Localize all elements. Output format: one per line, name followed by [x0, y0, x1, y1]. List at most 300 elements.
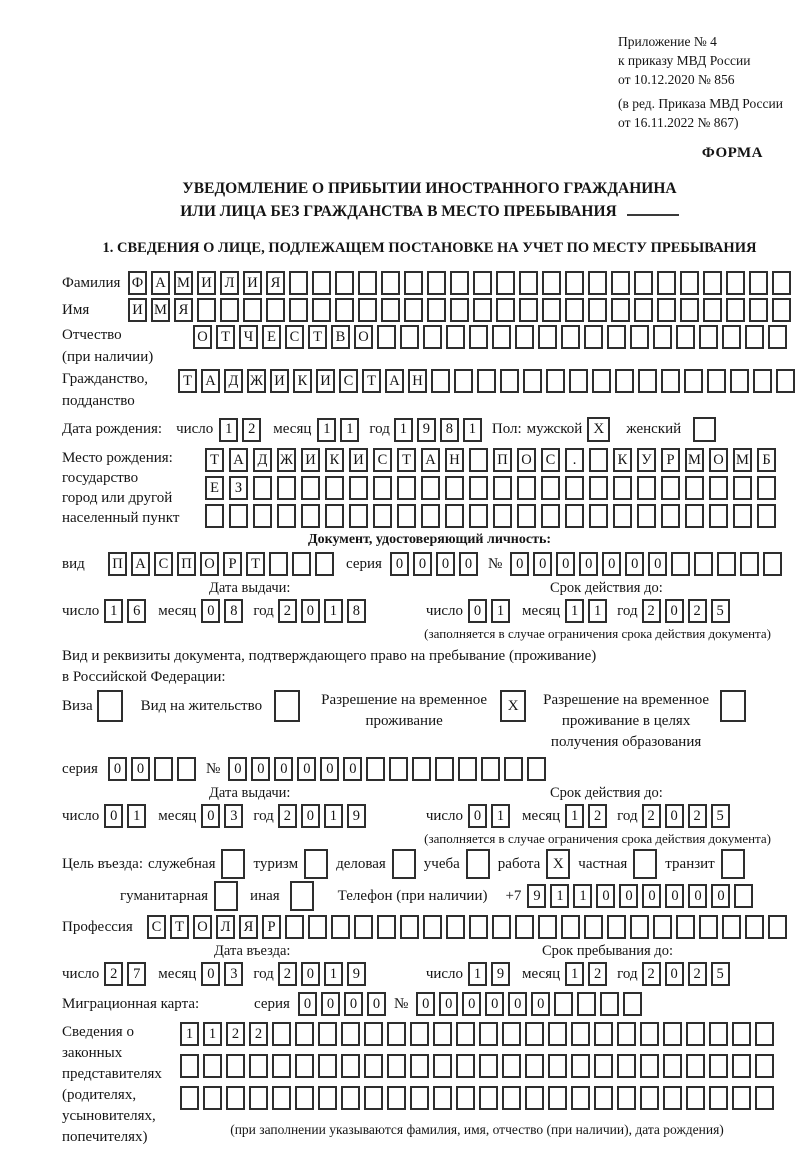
temp-permit-checkbox[interactable]: X — [500, 690, 526, 722]
form-cell[interactable]: 1 — [394, 418, 413, 442]
form-cell[interactable] — [722, 915, 741, 939]
form-cell[interactable] — [634, 271, 653, 295]
form-cell[interactable]: 1 — [340, 418, 359, 442]
form-cell[interactable] — [671, 552, 690, 576]
form-cell[interactable] — [584, 325, 603, 349]
form-cell[interactable]: 0 — [579, 552, 598, 576]
form-cell[interactable] — [421, 476, 440, 500]
form-cell[interactable] — [699, 325, 718, 349]
form-cell[interactable] — [589, 504, 608, 528]
form-cell[interactable] — [676, 325, 695, 349]
form-cell[interactable] — [285, 915, 304, 939]
form-cell[interactable] — [542, 298, 561, 322]
edu-permit-checkbox[interactable] — [720, 690, 746, 722]
form-cell[interactable] — [640, 1086, 659, 1110]
form-cell[interactable] — [584, 915, 603, 939]
form-cell[interactable] — [373, 504, 392, 528]
form-cell[interactable] — [289, 298, 308, 322]
residence-permit-checkbox[interactable] — [274, 690, 300, 722]
form-cell[interactable]: 0 — [320, 757, 339, 781]
form-cell[interactable] — [663, 1086, 682, 1110]
form-cell[interactable]: 1 — [565, 599, 584, 623]
form-cell[interactable] — [613, 504, 632, 528]
form-cell[interactable]: 0 — [485, 992, 504, 1016]
form-cell[interactable] — [496, 271, 515, 295]
form-cell[interactable]: О — [193, 325, 212, 349]
form-cell[interactable] — [640, 1054, 659, 1078]
form-cell[interactable] — [180, 1054, 199, 1078]
form-cell[interactable]: О — [193, 915, 212, 939]
form-cell[interactable]: Р — [262, 915, 281, 939]
form-cell[interactable] — [749, 271, 768, 295]
form-cell[interactable] — [308, 915, 327, 939]
form-cell[interactable] — [577, 992, 596, 1016]
form-cell[interactable]: . — [565, 448, 584, 472]
form-cell[interactable] — [515, 325, 534, 349]
form-cell[interactable] — [571, 1054, 590, 1078]
form-cell[interactable] — [277, 504, 296, 528]
form-cell[interactable]: И — [197, 271, 216, 295]
form-cell[interactable] — [203, 1054, 222, 1078]
form-cell[interactable] — [694, 552, 713, 576]
form-cell[interactable] — [753, 369, 772, 393]
form-cell[interactable] — [661, 504, 680, 528]
form-cell[interactable] — [686, 1054, 705, 1078]
form-cell[interactable] — [427, 271, 446, 295]
form-cell[interactable] — [703, 271, 722, 295]
form-cell[interactable]: 1 — [324, 804, 343, 828]
form-cell[interactable] — [653, 915, 672, 939]
form-cell[interactable]: 0 — [688, 884, 707, 908]
form-cell[interactable] — [640, 1022, 659, 1046]
form-cell[interactable] — [548, 1054, 567, 1078]
form-cell[interactable] — [519, 271, 538, 295]
form-cell[interactable] — [663, 1022, 682, 1046]
form-cell[interactable] — [253, 476, 272, 500]
form-cell[interactable] — [630, 325, 649, 349]
form-cell[interactable] — [732, 1086, 751, 1110]
form-cell[interactable] — [295, 1054, 314, 1078]
other-checkbox[interactable] — [290, 881, 314, 911]
form-cell[interactable] — [709, 1086, 728, 1110]
form-cell[interactable] — [541, 504, 560, 528]
form-cell[interactable]: Ж — [247, 369, 266, 393]
form-cell[interactable]: 0 — [665, 804, 684, 828]
form-cell[interactable] — [269, 552, 288, 576]
form-cell[interactable] — [292, 552, 311, 576]
form-cell[interactable]: И — [349, 448, 368, 472]
form-cell[interactable] — [410, 1054, 429, 1078]
visa-checkbox[interactable] — [97, 690, 123, 722]
form-cell[interactable] — [450, 298, 469, 322]
form-cell[interactable]: А — [385, 369, 404, 393]
form-cell[interactable] — [685, 476, 704, 500]
form-cell[interactable] — [197, 298, 216, 322]
form-cell[interactable] — [772, 298, 791, 322]
form-cell[interactable]: 0 — [201, 599, 220, 623]
form-cell[interactable]: Н — [408, 369, 427, 393]
form-cell[interactable]: 1 — [491, 599, 510, 623]
form-cell[interactable] — [776, 369, 795, 393]
form-cell[interactable] — [493, 476, 512, 500]
form-cell[interactable] — [515, 915, 534, 939]
form-cell[interactable]: 2 — [688, 599, 707, 623]
form-cell[interactable]: И — [270, 369, 289, 393]
form-cell[interactable] — [435, 757, 454, 781]
form-cell[interactable] — [634, 298, 653, 322]
form-cell[interactable]: Р — [661, 448, 680, 472]
form-cell[interactable]: Ф — [128, 271, 147, 295]
form-cell[interactable]: 0 — [301, 962, 320, 986]
form-cell[interactable]: Т — [246, 552, 265, 576]
form-cell[interactable] — [525, 1054, 544, 1078]
form-cell[interactable] — [456, 1086, 475, 1110]
form-cell[interactable]: А — [131, 552, 150, 576]
form-cell[interactable] — [349, 504, 368, 528]
form-cell[interactable]: С — [373, 448, 392, 472]
form-cell[interactable]: 2 — [249, 1022, 268, 1046]
form-cell[interactable]: 9 — [527, 884, 546, 908]
form-cell[interactable]: 0 — [297, 757, 316, 781]
form-cell[interactable] — [354, 915, 373, 939]
form-cell[interactable]: 1 — [219, 418, 238, 442]
form-cell[interactable]: 1 — [588, 599, 607, 623]
form-cell[interactable] — [458, 757, 477, 781]
form-cell[interactable] — [676, 915, 695, 939]
form-cell[interactable] — [594, 1022, 613, 1046]
form-cell[interactable] — [154, 757, 173, 781]
form-cell[interactable]: М — [174, 271, 193, 295]
form-cell[interactable] — [312, 271, 331, 295]
form-cell[interactable]: 0 — [462, 992, 481, 1016]
form-cell[interactable] — [546, 369, 565, 393]
form-cell[interactable]: 3 — [224, 962, 243, 986]
form-cell[interactable] — [364, 1086, 383, 1110]
form-cell[interactable] — [177, 757, 196, 781]
form-cell[interactable]: Е — [262, 325, 281, 349]
form-cell[interactable] — [450, 271, 469, 295]
form-cell[interactable]: 3 — [224, 804, 243, 828]
form-cell[interactable] — [226, 1086, 245, 1110]
form-cell[interactable] — [373, 476, 392, 500]
form-cell[interactable] — [745, 325, 764, 349]
form-cell[interactable]: 0 — [625, 552, 644, 576]
form-cell[interactable] — [423, 325, 442, 349]
form-cell[interactable] — [525, 1022, 544, 1046]
form-cell[interactable]: Т — [170, 915, 189, 939]
form-cell[interactable] — [565, 298, 584, 322]
form-cell[interactable] — [661, 476, 680, 500]
form-cell[interactable] — [481, 757, 500, 781]
private-checkbox[interactable] — [633, 849, 657, 879]
form-cell[interactable]: 2 — [278, 804, 297, 828]
form-cell[interactable] — [722, 325, 741, 349]
form-cell[interactable]: 0 — [108, 757, 127, 781]
form-cell[interactable] — [479, 1022, 498, 1046]
form-cell[interactable] — [454, 369, 473, 393]
form-cell[interactable]: 0 — [274, 757, 293, 781]
form-cell[interactable] — [318, 1086, 337, 1110]
form-cell[interactable] — [709, 476, 728, 500]
form-cell[interactable]: 2 — [278, 599, 297, 623]
form-cell[interactable]: М — [151, 298, 170, 322]
form-cell[interactable]: 1 — [468, 962, 487, 986]
form-cell[interactable]: 0 — [321, 992, 340, 1016]
form-cell[interactable] — [325, 476, 344, 500]
form-cell[interactable] — [381, 271, 400, 295]
form-cell[interactable]: 0 — [508, 992, 527, 1016]
form-cell[interactable] — [653, 325, 672, 349]
form-cell[interactable] — [410, 1086, 429, 1110]
form-cell[interactable]: Т — [397, 448, 416, 472]
form-cell[interactable] — [397, 504, 416, 528]
form-cell[interactable] — [732, 1022, 751, 1046]
form-cell[interactable] — [519, 298, 538, 322]
form-cell[interactable]: Д — [224, 369, 243, 393]
form-cell[interactable]: У — [637, 448, 656, 472]
form-cell[interactable] — [565, 504, 584, 528]
form-cell[interactable]: С — [285, 325, 304, 349]
form-cell[interactable] — [445, 504, 464, 528]
form-cell[interactable]: 5 — [711, 804, 730, 828]
form-cell[interactable]: 2 — [642, 962, 661, 986]
form-cell[interactable] — [492, 915, 511, 939]
form-cell[interactable]: 9 — [347, 804, 366, 828]
form-cell[interactable]: М — [733, 448, 752, 472]
form-cell[interactable]: 0 — [390, 552, 409, 576]
form-cell[interactable] — [502, 1022, 521, 1046]
form-cell[interactable] — [699, 915, 718, 939]
form-cell[interactable] — [315, 552, 334, 576]
transit-checkbox[interactable] — [721, 849, 745, 879]
form-cell[interactable] — [249, 1054, 268, 1078]
form-cell[interactable] — [469, 448, 488, 472]
form-cell[interactable] — [381, 298, 400, 322]
form-cell[interactable]: 0 — [439, 992, 458, 1016]
form-cell[interactable] — [295, 1022, 314, 1046]
form-cell[interactable]: 0 — [468, 804, 487, 828]
form-cell[interactable]: И — [301, 448, 320, 472]
form-cell[interactable] — [387, 1086, 406, 1110]
form-cell[interactable]: 1 — [203, 1022, 222, 1046]
form-cell[interactable]: 1 — [491, 804, 510, 828]
form-cell[interactable] — [733, 476, 752, 500]
form-cell[interactable] — [561, 325, 580, 349]
form-cell[interactable] — [473, 298, 492, 322]
form-cell[interactable] — [266, 298, 285, 322]
form-cell[interactable] — [657, 298, 676, 322]
form-cell[interactable]: 0 — [531, 992, 550, 1016]
form-cell[interactable] — [301, 476, 320, 500]
form-cell[interactable]: 5 — [711, 962, 730, 986]
form-cell[interactable]: 0 — [344, 992, 363, 1016]
form-cell[interactable]: 9 — [491, 962, 510, 986]
form-cell[interactable] — [318, 1022, 337, 1046]
tourism-checkbox[interactable] — [304, 849, 328, 879]
form-cell[interactable] — [387, 1054, 406, 1078]
form-cell[interactable] — [709, 1054, 728, 1078]
form-cell[interactable] — [548, 1086, 567, 1110]
form-cell[interactable] — [571, 1086, 590, 1110]
form-cell[interactable]: П — [177, 552, 196, 576]
form-cell[interactable] — [755, 1054, 774, 1078]
form-cell[interactable] — [517, 504, 536, 528]
form-cell[interactable] — [554, 992, 573, 1016]
form-cell[interactable] — [400, 325, 419, 349]
form-cell[interactable] — [220, 298, 239, 322]
form-cell[interactable]: 0 — [367, 992, 386, 1016]
form-cell[interactable] — [548, 1022, 567, 1046]
form-cell[interactable] — [504, 757, 523, 781]
form-cell[interactable]: Я — [266, 271, 285, 295]
form-cell[interactable] — [349, 476, 368, 500]
form-cell[interactable] — [611, 271, 630, 295]
form-cell[interactable]: 0 — [301, 599, 320, 623]
form-cell[interactable] — [387, 1022, 406, 1046]
work-checkbox[interactable]: X — [546, 849, 570, 879]
form-cell[interactable]: 8 — [347, 599, 366, 623]
form-cell[interactable]: И — [316, 369, 335, 393]
form-cell[interactable] — [295, 1086, 314, 1110]
form-cell[interactable] — [565, 271, 584, 295]
form-cell[interactable]: С — [154, 552, 173, 576]
form-cell[interactable]: 2 — [688, 962, 707, 986]
form-cell[interactable] — [289, 271, 308, 295]
form-cell[interactable]: 2 — [588, 962, 607, 986]
form-cell[interactable]: В — [331, 325, 350, 349]
form-cell[interactable]: 0 — [416, 992, 435, 1016]
study-checkbox[interactable] — [466, 849, 490, 879]
form-cell[interactable] — [523, 369, 542, 393]
form-cell[interactable] — [205, 504, 224, 528]
form-cell[interactable]: Б — [757, 448, 776, 472]
form-cell[interactable] — [680, 271, 699, 295]
form-cell[interactable]: Т — [178, 369, 197, 393]
form-cell[interactable] — [772, 271, 791, 295]
form-cell[interactable] — [542, 271, 561, 295]
form-cell[interactable] — [637, 504, 656, 528]
form-cell[interactable] — [684, 369, 703, 393]
form-cell[interactable] — [630, 915, 649, 939]
form-cell[interactable] — [243, 298, 262, 322]
form-cell[interactable] — [709, 504, 728, 528]
form-cell[interactable]: Р — [223, 552, 242, 576]
form-cell[interactable] — [613, 476, 632, 500]
form-cell[interactable] — [377, 915, 396, 939]
form-cell[interactable]: С — [147, 915, 166, 939]
form-cell[interactable] — [589, 476, 608, 500]
form-cell[interactable]: К — [613, 448, 632, 472]
form-cell[interactable] — [446, 325, 465, 349]
form-cell[interactable] — [364, 1054, 383, 1078]
form-cell[interactable] — [502, 1054, 521, 1078]
form-cell[interactable] — [733, 504, 752, 528]
form-cell[interactable] — [517, 476, 536, 500]
form-cell[interactable]: Н — [445, 448, 464, 472]
form-cell[interactable] — [732, 1054, 751, 1078]
form-cell[interactable] — [661, 369, 680, 393]
form-cell[interactable] — [637, 476, 656, 500]
form-cell[interactable] — [496, 298, 515, 322]
form-cell[interactable] — [527, 757, 546, 781]
form-cell[interactable]: Т — [308, 325, 327, 349]
form-cell[interactable]: 2 — [226, 1022, 245, 1046]
form-cell[interactable]: 0 — [711, 884, 730, 908]
form-cell[interactable] — [400, 915, 419, 939]
business-checkbox[interactable] — [392, 849, 416, 879]
form-cell[interactable] — [707, 369, 726, 393]
form-cell[interactable] — [592, 369, 611, 393]
form-cell[interactable] — [389, 757, 408, 781]
form-cell[interactable] — [594, 1054, 613, 1078]
form-cell[interactable]: 7 — [127, 962, 146, 986]
form-cell[interactable]: 1 — [324, 962, 343, 986]
form-cell[interactable] — [749, 298, 768, 322]
form-cell[interactable] — [734, 884, 753, 908]
form-cell[interactable]: 1 — [565, 962, 584, 986]
form-cell[interactable]: 2 — [588, 804, 607, 828]
sex-male-checkbox[interactable]: X — [587, 417, 610, 442]
form-cell[interactable]: Я — [174, 298, 193, 322]
form-cell[interactable] — [433, 1054, 452, 1078]
form-cell[interactable] — [763, 552, 782, 576]
form-cell[interactable]: Я — [239, 915, 258, 939]
form-cell[interactable] — [456, 1054, 475, 1078]
form-cell[interactable] — [325, 504, 344, 528]
form-cell[interactable]: 2 — [278, 962, 297, 986]
form-cell[interactable] — [410, 1022, 429, 1046]
form-cell[interactable] — [541, 476, 560, 500]
form-cell[interactable]: Т — [362, 369, 381, 393]
form-cell[interactable]: 1 — [104, 599, 123, 623]
form-cell[interactable] — [431, 369, 450, 393]
form-cell[interactable] — [249, 1086, 268, 1110]
form-cell[interactable] — [335, 298, 354, 322]
form-cell[interactable] — [477, 369, 496, 393]
official-checkbox[interactable] — [221, 849, 245, 879]
form-cell[interactable]: 0 — [665, 599, 684, 623]
form-cell[interactable]: К — [293, 369, 312, 393]
form-cell[interactable]: 5 — [711, 599, 730, 623]
form-cell[interactable]: И — [243, 271, 262, 295]
form-cell[interactable] — [565, 476, 584, 500]
form-cell[interactable]: Ж — [277, 448, 296, 472]
form-cell[interactable]: О — [709, 448, 728, 472]
form-cell[interactable] — [607, 325, 626, 349]
form-cell[interactable]: 0 — [596, 884, 615, 908]
form-cell[interactable] — [726, 298, 745, 322]
form-cell[interactable]: И — [128, 298, 147, 322]
form-cell[interactable]: А — [229, 448, 248, 472]
form-cell[interactable] — [638, 369, 657, 393]
form-cell[interactable] — [502, 1086, 521, 1110]
form-cell[interactable] — [397, 476, 416, 500]
form-cell[interactable]: 1 — [565, 804, 584, 828]
form-cell[interactable]: 0 — [201, 962, 220, 986]
form-cell[interactable] — [277, 476, 296, 500]
form-cell[interactable]: 8 — [224, 599, 243, 623]
form-cell[interactable]: З — [229, 476, 248, 500]
form-cell[interactable] — [615, 369, 634, 393]
form-cell[interactable] — [768, 915, 787, 939]
form-cell[interactable]: 0 — [665, 884, 684, 908]
form-cell[interactable] — [726, 271, 745, 295]
form-cell[interactable] — [456, 1022, 475, 1046]
form-cell[interactable] — [364, 1022, 383, 1046]
form-cell[interactable]: Т — [216, 325, 235, 349]
form-cell[interactable]: 1 — [127, 804, 146, 828]
sex-female-checkbox[interactable] — [693, 417, 716, 442]
